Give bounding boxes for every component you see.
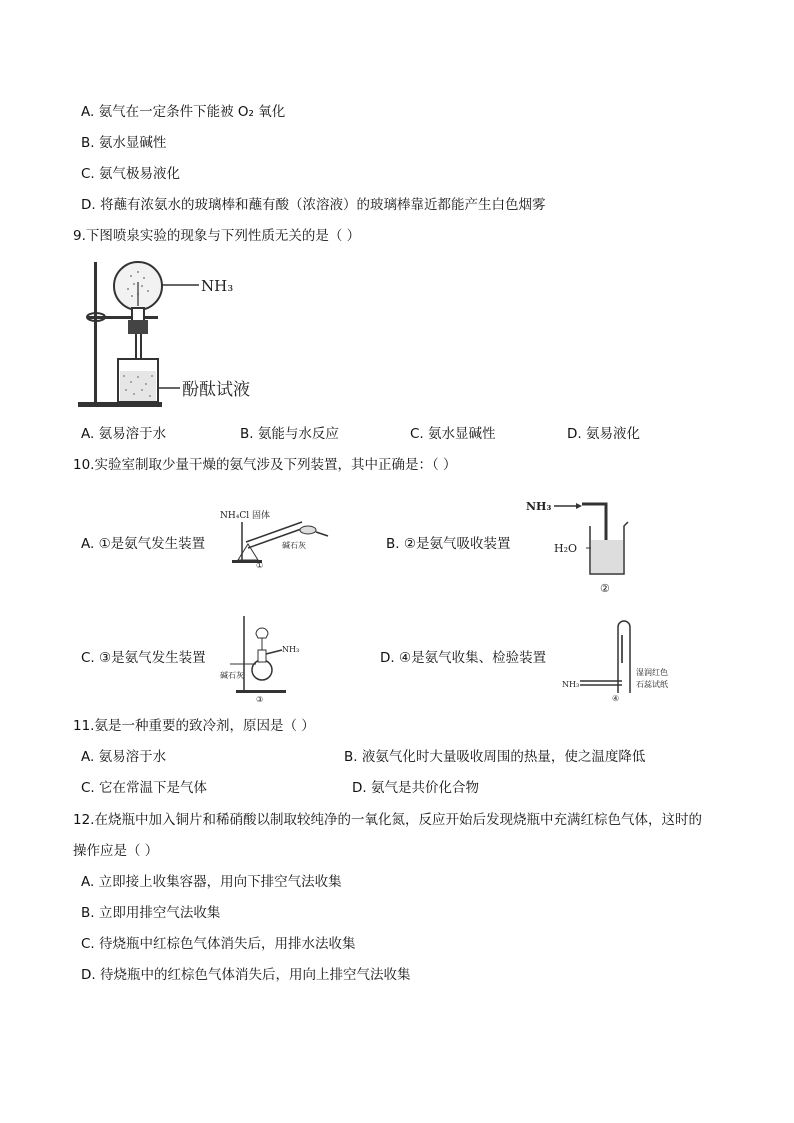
fig1-label-side: 碱石灰 [282, 541, 306, 550]
q10-option-c: C. ③是氨气发生装置 [81, 650, 206, 666]
q12-option-c: C. 待烧瓶中红棕色气体消失后，用排水法收集 [81, 936, 356, 952]
q10-option-a: A. ①是氨气发生装置 [81, 536, 206, 552]
fig3-label-side: 碱石灰 [220, 671, 244, 680]
fountain-experiment-figure [76, 256, 266, 412]
q9-option-b: B. 氨能与水反应 [240, 426, 339, 442]
q11-stem: 11.氨是一种重要的致冷剂，原因是（ ） [73, 718, 315, 734]
q8-option-a: A. 氨气在一定条件下能被 O₂ 氧化 [81, 104, 286, 120]
q11-option-a: A. 氨易溶于水 [81, 749, 167, 765]
stand-pole [94, 262, 97, 404]
label-nh3: NH₃ [201, 277, 234, 295]
q11-option-d: D. 氨气是共价化合物 [352, 780, 479, 796]
q8-option-b: B. 氨水显碱性 [81, 135, 167, 151]
q12-option-a: A. 立即接上收集容器，用向下排空气法收集 [81, 874, 342, 890]
fig2-label-nh3: NH₃ [526, 500, 552, 513]
fig3-label-nh3: NH₃ [282, 645, 300, 654]
q12-stem-line2: 操作应是（ ） [73, 843, 159, 859]
clamp-arm [88, 316, 158, 319]
fig1-label-top: NH₄Cl 固体 [220, 511, 270, 521]
apparatus-4-figure [560, 615, 680, 705]
q11-option-b: B. 液氨气化时大量吸收周围的热量，使之温度降低 [344, 749, 646, 765]
q12-option-d: D. 待烧瓶中的红棕色气体消失后，用向上排空气法收集 [81, 967, 411, 983]
fig4-label-paper2: 石蕊试纸 [636, 680, 668, 689]
fig4-label-nh3: NH₃ [562, 680, 580, 689]
q9-option-c: C. 氨水显碱性 [410, 426, 496, 442]
fig3-num: ③ [256, 695, 264, 704]
label-indicator: 酚酞试液 [182, 380, 250, 400]
fig2-num: ② [600, 582, 610, 595]
fig2-label-h2o: H₂O [554, 542, 578, 555]
fig1-num: ① [256, 561, 264, 570]
q9-option-a: A. 氨易溶于水 [81, 426, 167, 442]
q10-stem: 10.实验室制取少量干燥的氨气涉及下列装置，其中正确是：（ ） [73, 457, 457, 473]
q10-option-b: B. ②是氨气吸收装置 [386, 536, 511, 552]
q9-option-d: D. 氨易液化 [567, 426, 640, 442]
q8-option-d: D. 将蘸有浓氨水的玻璃棒和蘸有酸（浓溶液）的玻璃棒靠近都能产生白色烟雾 [81, 197, 546, 213]
apparatus-2-figure [524, 496, 634, 596]
q9-stem: 9.下图喷泉实验的现象与下列性质无关的是（ ） [73, 228, 361, 244]
q8-option-c: C. 氨气极易液化 [81, 166, 181, 182]
q12-option-b: B. 立即用排空气法收集 [81, 905, 221, 921]
apparatus-3-figure [216, 612, 316, 704]
q12-stem-line1: 12.在烧瓶中加入铜片和稀硝酸以制取较纯净的一氧化氮，反应开始后发现烧瓶中充满红棕色气体，这时的 [73, 812, 702, 828]
fig4-num: ④ [612, 694, 620, 703]
apparatus-1-figure [216, 502, 336, 570]
fig4-label-paper: 湿润红色 [636, 668, 668, 677]
q11-option-c: C. 它在常温下是气体 [81, 780, 208, 796]
q10-option-d: D. ④是氨气收集、检验装置 [380, 650, 547, 666]
